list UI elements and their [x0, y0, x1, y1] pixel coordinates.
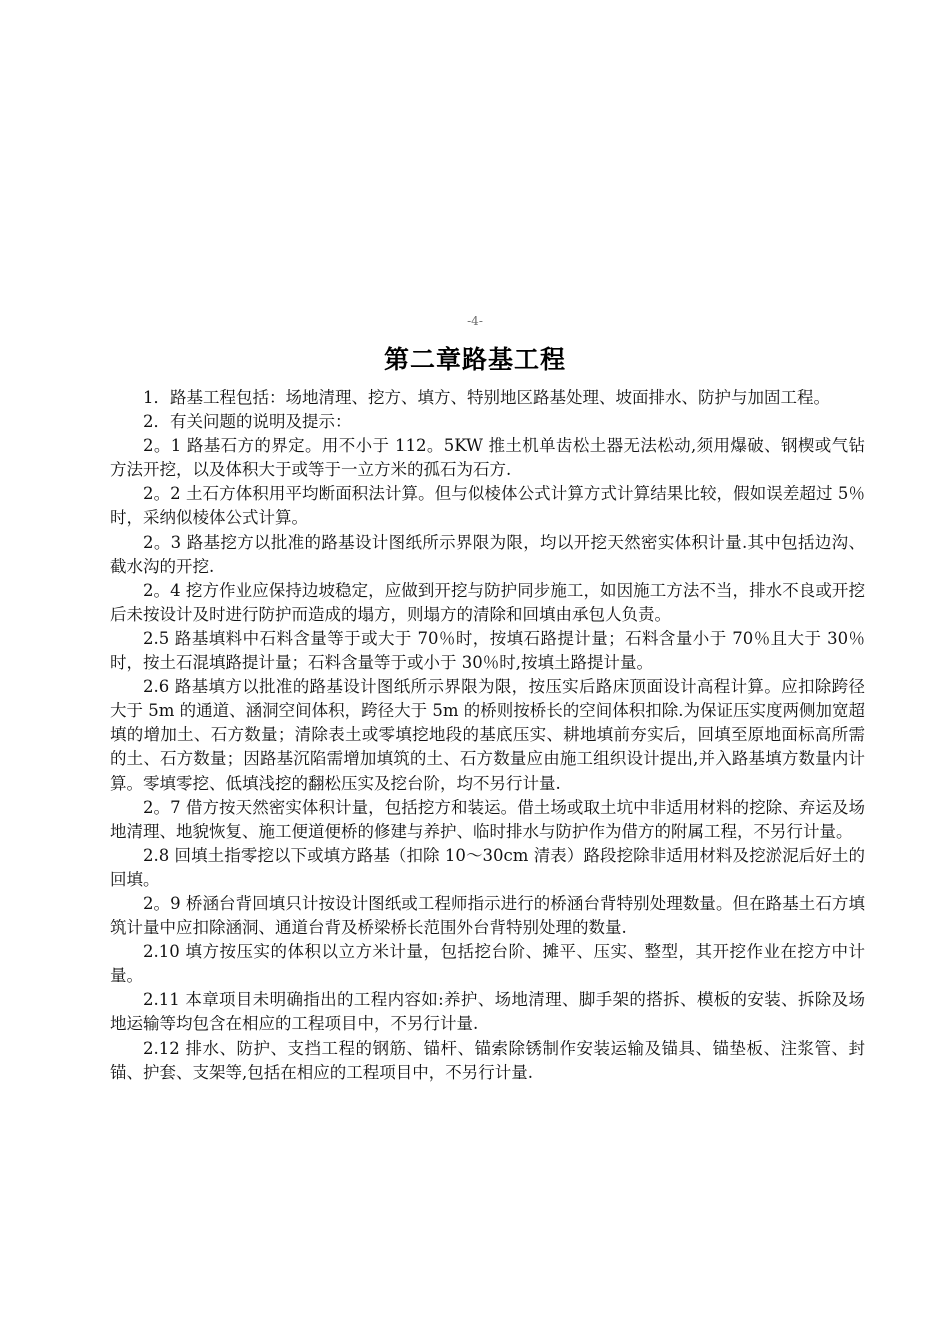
body-text [110, 386, 865, 1085]
paragraph-2-7: 2。7 借方按天然密实体积计量，包括挖方和装运。借土场或取土坑中非适用材料的挖除、弃运及场地清理、地貌恢复、施工便道便桥的修建与养护、临时排水与防护作为借方的附属工程，不另行计量。 [110, 797, 865, 841]
paragraph-2-3: 2。3 路基挖方以批准的路基设计图纸所示界限为限，均以开挖天然密实体积计量.其中包括边沟、截水沟的开挖. [110, 532, 865, 576]
paragraph-2-4: 2。4 挖方作业应保持边坡稳定，应做到开挖与防护同步施工，如因施工方法不当，排水不良或开挖后未按设计及时进行防护而造成的塌方，则塌方的清除和回填由承包人负责。 [110, 580, 865, 624]
chapter-title: 第二章路基工程 [383, 345, 566, 374]
paragraph-2: 2．有关问题的说明及提示： [143, 412, 352, 432]
paragraph-2-9: 2。9 桥涵台背回填只计按设计图纸或工程师指示进行的桥涵台背特别处理数量。但在路基土石方填筑计量中应扣除涵洞、通道台背及桥梁桥长范围外台背特别处理的数量. [110, 893, 865, 938]
paragraph-2-11: 2.11 本章项目未明确指出的工程内容如:养护、场地清理、脚手架的搭拆、模板的安装、拆除及场地运输等均包含在相应的工程项目中，不另行计量. [110, 990, 865, 1034]
paragraph-2-8: 2.8 回填土指零挖以下或填方路基（扣除 10～30cm 清表）路段挖除非适用材料及挖淤泥后好土的回填。 [110, 845, 865, 889]
paragraph-2-12: 2.12 排水、防护、支挡工程的钢筋、锚杆、锚索除锈制作安装运输及锚具、锚垫板、注浆管、封锚、护套、支架等,包括在相应的工程项目中，不另行计量. [110, 1038, 865, 1082]
paragraph-2-2: 2。2 土石方体积用平均断面积法计算。但与似棱体公式计算方式计算结果比较，假如误差超过 5％时，采纳似棱体公式计算。 [110, 484, 865, 528]
paragraph-2-6: 2.6 路基填方以批准的路基设计图纸所示界限为限，按压实后路床顶面设计高程计算。应扣除跨径大于 5m 的通道、涵洞空间体积，跨径大于 5m 的桥则按桥长的空间体积扣除.为保证压实度两侧加宽超填的增加土、石方数量；清除表土或零填挖地段的基底压实、耕地填前夯实后，回填至原地面标高所需的土、石方数量；因路基沉陷需增加填筑的土、石方数量应由施工组织设计提出,并入路基填方数量内计算。零填零挖、低填浅挖的翻松压实及挖台阶，均不另行计量. [110, 677, 866, 793]
paragraph-2-5: 2.5 路基填料中石料含量等于或大于 70％时，按填石路提计量；石料含量小于 70％且大于 30％时，按土石混填路提计量；石料含量等于或小于 30％时,按填土路提计量。 [110, 628, 865, 673]
page-number: -4- [467, 314, 483, 328]
paragraph-2-1: 2。1 路基石方的界定。用不小于 112。5KW 推土机单齿松土器无法松动,须用爆破、钢楔或气钻方法开挖，以及体积大于或等于一立方米的孤石为石方. [110, 436, 865, 480]
paragraph-1: 1．路基工程包括：场地清理、挖方、填方、特别地区路基处理、坡面排水、防护与加固工程。 [143, 388, 830, 407]
paragraph-2-10: 2.10 填方按压实的体积以立方米计量，包括挖台阶、摊平、压实、整型，其开挖作业在挖方中计量。 [110, 942, 865, 986]
